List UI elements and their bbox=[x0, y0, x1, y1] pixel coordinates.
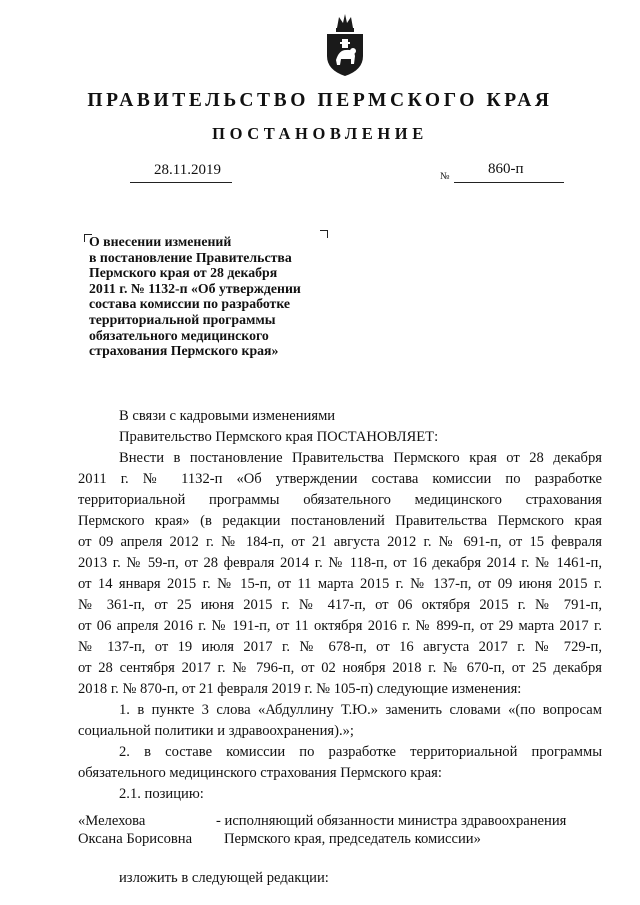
number-underline bbox=[454, 182, 564, 183]
number-sign: № bbox=[440, 171, 450, 182]
document-date: 28.11.2019 bbox=[154, 162, 221, 178]
paragraph-line: № 361-п, от 25 июня 2015 г. № 417-п, от 06 октября 2015 г. № 791-п, bbox=[78, 597, 602, 613]
position-name-line-1: «Мелехова bbox=[78, 813, 146, 829]
subject-line: состава комиссии по разработке bbox=[89, 296, 291, 312]
paragraph-line: Внести в постановление Правительства Пермского края от 28 декабря bbox=[119, 450, 602, 466]
item-2-line: обязательного медицинского страхования Пермского края: bbox=[78, 765, 442, 781]
paragraph-line: от 09 апреля 2012 г. № 184-п, от 21 августа 2012 г. № 691-п, от 15 февраля bbox=[78, 534, 602, 550]
item-1-line: социальной политики и здравоохранения).»; bbox=[78, 723, 354, 739]
item-2-1-line: 2.1. позицию: bbox=[119, 786, 204, 802]
paragraph-line: от 28 сентября 2017 г. № 796-п, от 02 ноября 2018 г. № 670-п, от 25 декабря bbox=[78, 660, 602, 676]
subject-line: в постановление Правительства bbox=[89, 249, 292, 265]
government-title: ПРАВИТЕЛЬСТВО ПЕРМСКОГО КРАЯ bbox=[87, 90, 553, 111]
subject-line: обязательного медицинского bbox=[89, 327, 269, 343]
paragraph-line: от 06 апреля 2016 г. № 191-п, от 11 октября 2016 г. № 899-п, от 29 марта 2017 г. bbox=[78, 618, 602, 634]
document-number: 860-п bbox=[488, 161, 524, 177]
subject-line: О внесении изменений bbox=[89, 234, 232, 249]
position-name-line-2: Оксана Борисовна bbox=[78, 831, 193, 847]
position-role-line-1: - исполняющий обязанности министра здравоохранения bbox=[216, 813, 567, 829]
date-underline bbox=[130, 182, 232, 183]
paragraph-line: 2011 г. № 1132-п «Об утверждении состава комиссии по разработке bbox=[78, 471, 602, 487]
paragraph-line: № 137-п, от 19 июля 2017 г. № 678-п, от 16 августа 2017 г. № 729-п, bbox=[78, 639, 602, 655]
subject-line: 2011 г. № 1132-п «Об утверждении bbox=[89, 280, 301, 296]
intro-line: В связи с кадровыми изменениями bbox=[119, 408, 336, 424]
date-field bbox=[130, 161, 232, 183]
number-field bbox=[454, 161, 564, 183]
document-type-title: ПОСТАНОВЛЕНИЕ bbox=[212, 124, 428, 143]
paragraph-line: от 14 января 2015 г. № 15-п, от 11 марта 2015 г. № 137-п, от 09 июня 2015 г. bbox=[78, 576, 602, 592]
item-2-line: 2. в составе комиссии по разработке территориальной программы bbox=[119, 744, 602, 760]
closing-line: изложить в следующей редакции: bbox=[119, 870, 329, 886]
subject-line: страхования Пермского края» bbox=[89, 343, 279, 359]
position-role-line-2: Пермского края, председатель комиссии» bbox=[224, 831, 481, 847]
intro-line: Правительство Пермского края ПОСТАНОВЛЯЕТ: bbox=[119, 429, 439, 445]
item-1-line: 1. в пункте 3 слова «Абдуллину Т.Ю.» заменить словами «(по вопросам bbox=[119, 702, 602, 718]
subject-block bbox=[89, 234, 339, 359]
subject-line: территориальной программы bbox=[89, 311, 276, 327]
paragraph-line: 2013 г. № 59-п, от 28 февраля 2014 г. № 118-п, от 16 декабря 2014 г. № 1461-п, bbox=[78, 555, 602, 571]
subject-line: Пермского края от 28 декабря bbox=[89, 265, 278, 281]
paragraph-line: Пермского края» (в редакции постановлений Правительства Пермского края bbox=[78, 513, 602, 529]
paragraph-line: 2018 г. № 870-п, от 21 февраля 2019 г. № 105-п) следующие изменения: bbox=[78, 681, 522, 697]
coat-of-arms-emblem bbox=[324, 12, 366, 78]
paragraph-line: территориальной программы обязательного медицинского страхования bbox=[78, 492, 602, 508]
